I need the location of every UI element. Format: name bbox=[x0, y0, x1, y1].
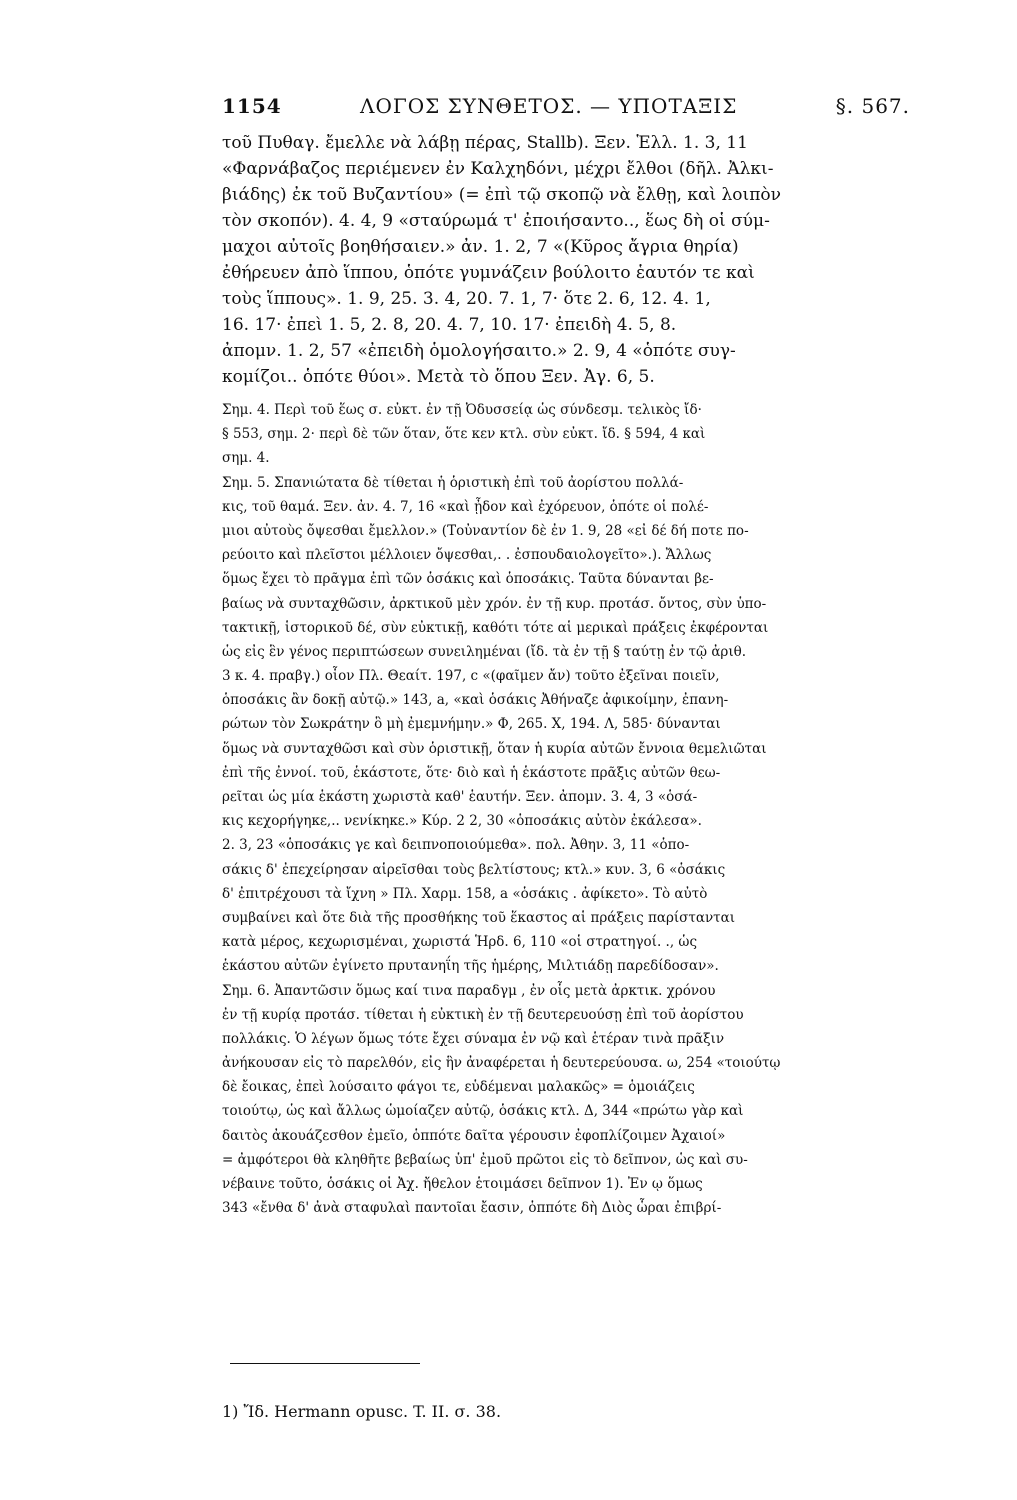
note-line: ὁποσάκις ἂν δοκῇ αὐτῷ.» 143, a, «καὶ ὁσάκις Ἀθήναζε ἀφικοίμην, ἐπανη- bbox=[222, 692, 729, 709]
text-line: ἀπομν. 1. 2, 57 «ἐπειδὴ ὁμολογήσαιτο.» 2. 9, 4 «ὁπότε συγ- bbox=[222, 341, 736, 361]
note-line: νέβαινε τοῦτο, ὁσάκις οἱ Ἀχ. ἤθελον ἑτοιμάσει δεῖπνον 1). Ἐν ῳ ὅμως bbox=[222, 1176, 703, 1192]
footnote: 1) Ἴδ. Hermann opusc. T. II. σ. 38. bbox=[222, 1402, 502, 1421]
note-line: § 553, σημ. 2· περὶ δὲ τῶν ὅταν, ὅτε κεν κτλ. σὺν εὐκτ. ἴδ. § 594, 4 καὶ bbox=[222, 426, 706, 443]
section-number: §. 567. bbox=[835, 94, 910, 118]
note-line: ρεύοιτο καὶ πλεῖστοι μέλλοιεν ὄψεσθαι,. . ἐσπουδαιολογεῖτο».). Ἄλλως bbox=[222, 547, 712, 564]
note-6 bbox=[222, 979, 912, 1221]
note-line: ἐν τῇ κυρίᾳ προτάσ. τίθεται ἡ εὐκτικὴ ἐν τῇ δευτερευούσῃ ἐπὶ τοῦ ἀορίστου bbox=[222, 1006, 744, 1023]
note-line: Σημ. 5. Σπανιώτατα δὲ τίθεται ἡ ὁριστικὴ ἐπὶ τοῦ ἀορίστου πολλά- bbox=[222, 474, 684, 491]
note-line: δὲ ἔοικας, ἐπεὶ λούσαιτο φάγοι τε, εὑδέμεναι μαλακῶς» = ὁμοιάζεις bbox=[222, 1079, 695, 1096]
note-line: ἐπὶ τῆς ἐννοί. τοῦ, ἑκάστοτε, ὅτε· διὸ καὶ ἡ ἑκάστοτε πρᾶξις αὐτῶν θεω- bbox=[222, 764, 721, 781]
note-line: μιοι αὐτοὺς ὄψεσθαι ἔμελλον.» (Τοὐναντίον δὲ ἐν 1. 9, 28 «εἰ δέ δή ποτε πο- bbox=[222, 522, 749, 539]
footnote-rule bbox=[230, 1363, 420, 1364]
text-line: τοὺς ἵππους». 1. 9, 25. 3. 4, 20. 7. 1, 7· ὅτε 2. 6, 12. 4. 1, bbox=[222, 289, 711, 309]
note-line: κις κεχορήγηκε,.. νενίκηκε.» Κύρ. 2 2, 30 «ὁποσάκις αὐτὸν ἐκάλεσα». bbox=[222, 813, 702, 830]
text-line: ἐθήρευεν ἀπὸ ἵππου, ὁπότε γυμνάζειν βούλοιτο ἑαυτόν τε καὶ bbox=[222, 263, 755, 283]
page-number: 1154 bbox=[222, 94, 282, 118]
note-line: βαίως νὰ συνταχθῶσιν, ἀρκτικοῦ μὲν χρόν. ἐν τῇ κυρ. προτάσ. ὄντος, σὺν ὑπο- bbox=[222, 595, 767, 612]
note-line: ρεῖται ὡς μία ἑκάστη χωριστὰ καθ' ἑαυτήν. Ξεν. ἀπομν. 3. 4, 3 «ὁσά- bbox=[222, 789, 698, 805]
note-line: δ' ἐπιτρέχουσι τὰ ἴχνη » Πλ. Χαρμ. 158, a «ὁσάκις . ἀφίκετο». Τὸ αὐτὸ bbox=[222, 885, 708, 902]
note-line: συμβαίνει καὶ ὅτε διὰ τῆς προσθήκης τοῦ ἕκαστος αἱ πράξεις παρίστανται bbox=[222, 909, 736, 926]
note-line: 343 «ἔνθα δ' ἀνὰ σταφυλαὶ παντοῖαι ἔασιν, ὁππότε δὴ Διὸς ὧραι ἐπιβρί- bbox=[222, 1200, 722, 1217]
text-line: 16. 17· ἐπεὶ 1. 5, 2. 8, 20. 4. 7, 10. 17· ἐπειδὴ 4. 5, 8. bbox=[222, 315, 677, 335]
note-line: Σημ. 6. Ἀπαντῶσιν ὅμως καί τινα παραδγμ , ἐν οἷς μετὰ ἀρκτικ. χρόνου bbox=[222, 982, 716, 999]
note-5 bbox=[222, 471, 912, 979]
note-4 bbox=[222, 398, 912, 471]
text-line: κομίζοι.. ὁπότε θύοι». Μετὰ τὸ ὅπου Ξεν. Ἀγ. 6, 5. bbox=[222, 367, 655, 387]
note-line: Σημ. 4. Περὶ τοῦ ἕως σ. εὐκτ. ἐν τῇ Ὀδυσσείᾳ ὡς σύνδεσμ. τελικὸς ἴδ· bbox=[222, 402, 702, 418]
text-line: βιάδης) ἐκ τοῦ Βυζαντίου» (= ἐπὶ τῷ σκοπῷ νὰ ἔλθῃ, καὶ λοιπὸν bbox=[222, 185, 781, 205]
note-line: = ἀμφότεροι θὰ κληθῆτε βεβαίως ὑπ' ἐμοῦ πρῶτοι εἰς τὸ δεῖπνον, ὡς καὶ συ- bbox=[222, 1151, 748, 1168]
running-title: ΛΟΓΟΣ ΣΥΝΘΕΤΟΣ. — ΥΠΟΤΑΞΙΣ bbox=[360, 94, 738, 118]
note-line: ὅμως ἔχει τὸ πρᾶγμα ἐπὶ τῶν ὁσάκις καὶ ὁποσάκις. Ταῦτα δύνανται βε- bbox=[222, 571, 714, 588]
note-line: ὅμως νὰ συνταχθῶσι καὶ σὺν ὁριστικῇ, ὅταν ἡ κυρία αὐτῶν ἔννοια θεμελιῶται bbox=[222, 740, 767, 757]
note-line: κις, τοῦ θαμά. Ξεν. ἀν. 4. 7, 16 «καὶ ᾖδον καὶ ἐχόρευον, ὁπότε οἱ πολέ- bbox=[222, 498, 709, 515]
note-line: τακτικῇ, ἱστορικοῦ δέ, σὺν εὐκτικῇ, καθότι τότε αἱ μερικαὶ πράξεις ἐκφέρονται bbox=[222, 619, 769, 636]
note-line: ὡς εἰς ἓν γένος περιπτώσεων συνειλημέναι (ἴδ. τὰ ἐν τῇ § ταύτῃ ἐν τῷ ἀριθ. bbox=[222, 643, 747, 660]
text-line: τοῦ Πυθαγ. ἔμελλε νὰ λάβῃ πέρας, Stallb). Ξεν. Ἑλλ. 1. 3, 11 bbox=[222, 133, 748, 153]
note-line: 3 κ. 4. πραβγ.) οἷον Πλ. Θεαίτ. 197, c «(φαῖμεν ἄν) τοῦτο ἐξεῖναι ποιεῖν, bbox=[222, 668, 720, 685]
text-line: τὸν σκοπόν). 4. 4, 9 «σταύρωμά τ' ἐποιήσαντο.., ἕως δὴ οἱ σύμ- bbox=[222, 211, 770, 231]
note-line: δαιτὸς ἀκουάζεσθον ἐμεῖο, ὁππότε δαῖτα γέρουσιν ἐφοπλίζοιμεν Ἀχαιοί» bbox=[222, 1127, 726, 1144]
text-line: «Φαρνάβαζος περιέμενεν ἐν Καλχηδόνι, μέχρι ἔλθοι (δῆλ. Ἀλκι- bbox=[222, 159, 774, 179]
note-line: κατὰ μέρος, κεχωρισμέναι, χωριστά Ἡρδ. 6, 110 «οἱ στρατηγοί. ., ὡς bbox=[222, 934, 697, 951]
note-line: σημ. 4. bbox=[222, 450, 270, 467]
note-line: ἀνήκουσαν εἰς τὸ παρελθόν, εἰς ἣν ἀναφέρεται ἡ δευτερεύουσα. ω, 254 «τοιούτῳ bbox=[222, 1055, 781, 1072]
note-line: πολλάκις. Ὁ λέγων ὅμως τότε ἔχει σύναμα ἐν νῷ καὶ ἑτέραν τινὰ πρᾶξιν bbox=[222, 1030, 725, 1047]
note-line: ἑκάστου αὐτῶν ἐγίνετο πρυτανηΐη τῆς ἡμέρης, Μιλτιάδῃ παρεδίδοσαν». bbox=[222, 958, 719, 975]
running-header bbox=[222, 88, 910, 128]
note-line: ρώτων τὸν Σωκράτην ὃ μὴ ἐμεμνήμην.» Φ, 265. Χ, 194. Λ, 585· δύνανται bbox=[222, 716, 721, 733]
text-body bbox=[222, 130, 912, 1220]
main-paragraph bbox=[222, 130, 912, 390]
note-line: 2. 3, 23 «ὁποσάκις γε καὶ δειπνοποιούμεθα». πολ. Ἀθην. 3, 11 «ὁπο- bbox=[222, 837, 690, 854]
note-line: σάκις δ' ἐπεχείρησαν αἱρεῖσθαι τοὺς βελτίστους; κτλ.» κυν. 3, 6 «ὁσάκις bbox=[222, 861, 726, 878]
text-line: μαχοι αὐτοῖς βοηθήσαιεν.» ἀν. 1. 2, 7 «(Κῦρος ἄγρια θηρία) bbox=[222, 237, 739, 257]
note-line: τοιούτῳ, ὡς καὶ ἄλλως ὡμοίαζεν αὐτῷ, ὁσάκις κτλ. Δ, 344 «πρώτω γὰρ καὶ bbox=[222, 1103, 744, 1120]
